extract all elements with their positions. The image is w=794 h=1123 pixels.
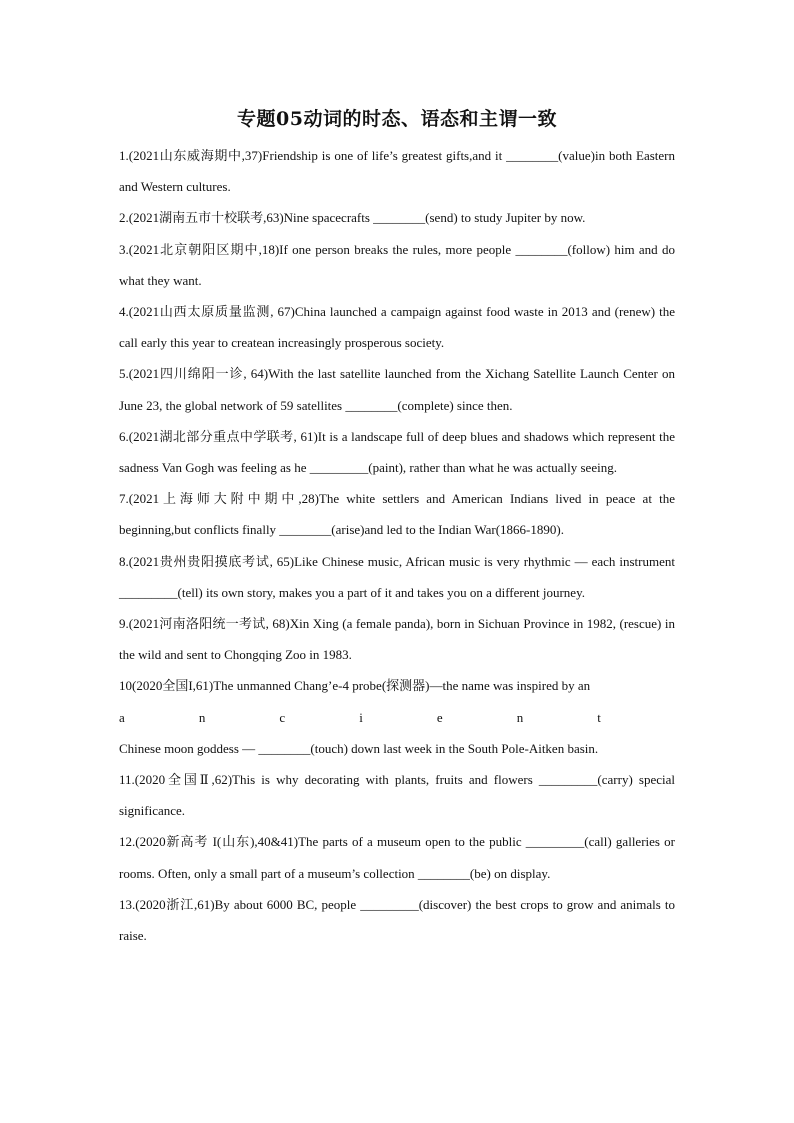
spaced-letter: n (198, 709, 206, 725)
document-page (119, 0, 675, 951)
spaced-letter: c (279, 709, 286, 725)
spaced-letter: t (597, 709, 601, 725)
exercise-item-9: 9.(2021河南洛阳统一考试, 68)Xin Xing (a female panda), born in Sichuan Province in 1982, (rescue) in the wild and sent to Chongqing Zoo in 1983. (119, 616, 675, 663)
exercise-item-10-line-1: 10(2020全国I,61)The unmanned Chang’e-4 probe(探测器)—the name was inspired by an (119, 678, 591, 694)
spaced-letter: a (119, 709, 125, 725)
exercise-item-4: 4.(2021山西太原质量监测, 67)China launched a campaign against food waste in 2013 and (renew) the call early this year to createan increasingly prosperous society. (119, 304, 675, 351)
exercise-item-2: 2.(2021湖南五市十校联考,63)Nine spacecrafts ________(send) to study Jupiter by now. (119, 210, 586, 226)
page-title: 专题05动词的时态、语态和主谓一致 (237, 108, 557, 130)
exercise-list (119, 140, 675, 951)
exercise-item-6: 6.(2021湖北部分重点中学联考, 61)It is a landscape full of deep blues and shadows which represent the sadness Van Gogh was feeling as he _________(paint), rather than what he was actually seeing. (119, 428, 675, 476)
exercise-item-3: 3.(2021北京朝阳区期中,18)If one person breaks the rules, more people ________(follow) him and do what they want. (119, 241, 675, 288)
exercise-item-8: 8.(2021贵州贵阳摸底考试, 65)Like Chinese music, African music is very rhythmic — each instrument _________(tell) its own story, makes you a part of it and takes you on a different journey. (119, 553, 675, 600)
exercise-item-10-spaced-word (119, 702, 675, 733)
spaced-letter: i (359, 709, 363, 725)
exercise-item-11: 11.(2020全国Ⅱ,62)This is why decorating with plants, fruits and flowers _________(carry) special significance. (119, 772, 675, 819)
exercise-item-12: 12.(2020新高考 I(山东),40&41)The parts of a museum open to the public _________(call) galleries or rooms. Often, only a small part of a museum’s collection ________(be) on display. (119, 834, 675, 881)
exercise-item-13: 13.(2020浙江,61)By about 6000 BC, people _________(discover) the best crops to grow and animals to raise. (119, 896, 675, 944)
spaced-letter: n (516, 709, 524, 725)
exercise-item-10-line-3: Chinese moon goddess — ________(touch) down last week in the South Pole-Aitken basin. (119, 740, 599, 756)
exercise-item-1: 1.(2021山东威海期中,37)Friendship is one of life’s greatest gifts,and it ________(value)in both Eastern and Western cultures. (119, 148, 675, 195)
spaced-letter: e (436, 709, 443, 725)
exercise-item-7: 7.(2021上海师大附中期中,28)The white settlers and American Indians lived in peace at the beginning,but conflicts finally ________(arise)and led to the Indian War(1866-1890). (119, 491, 675, 538)
exercise-item-5: 5.(2021四川绵阳一诊, 64)With the last satellite launched from the Xichang Satellite Launch Center on June 23, the global network of 59 satellites ________(complete) since then. (119, 366, 675, 413)
exercise-item-10 (119, 670, 675, 764)
